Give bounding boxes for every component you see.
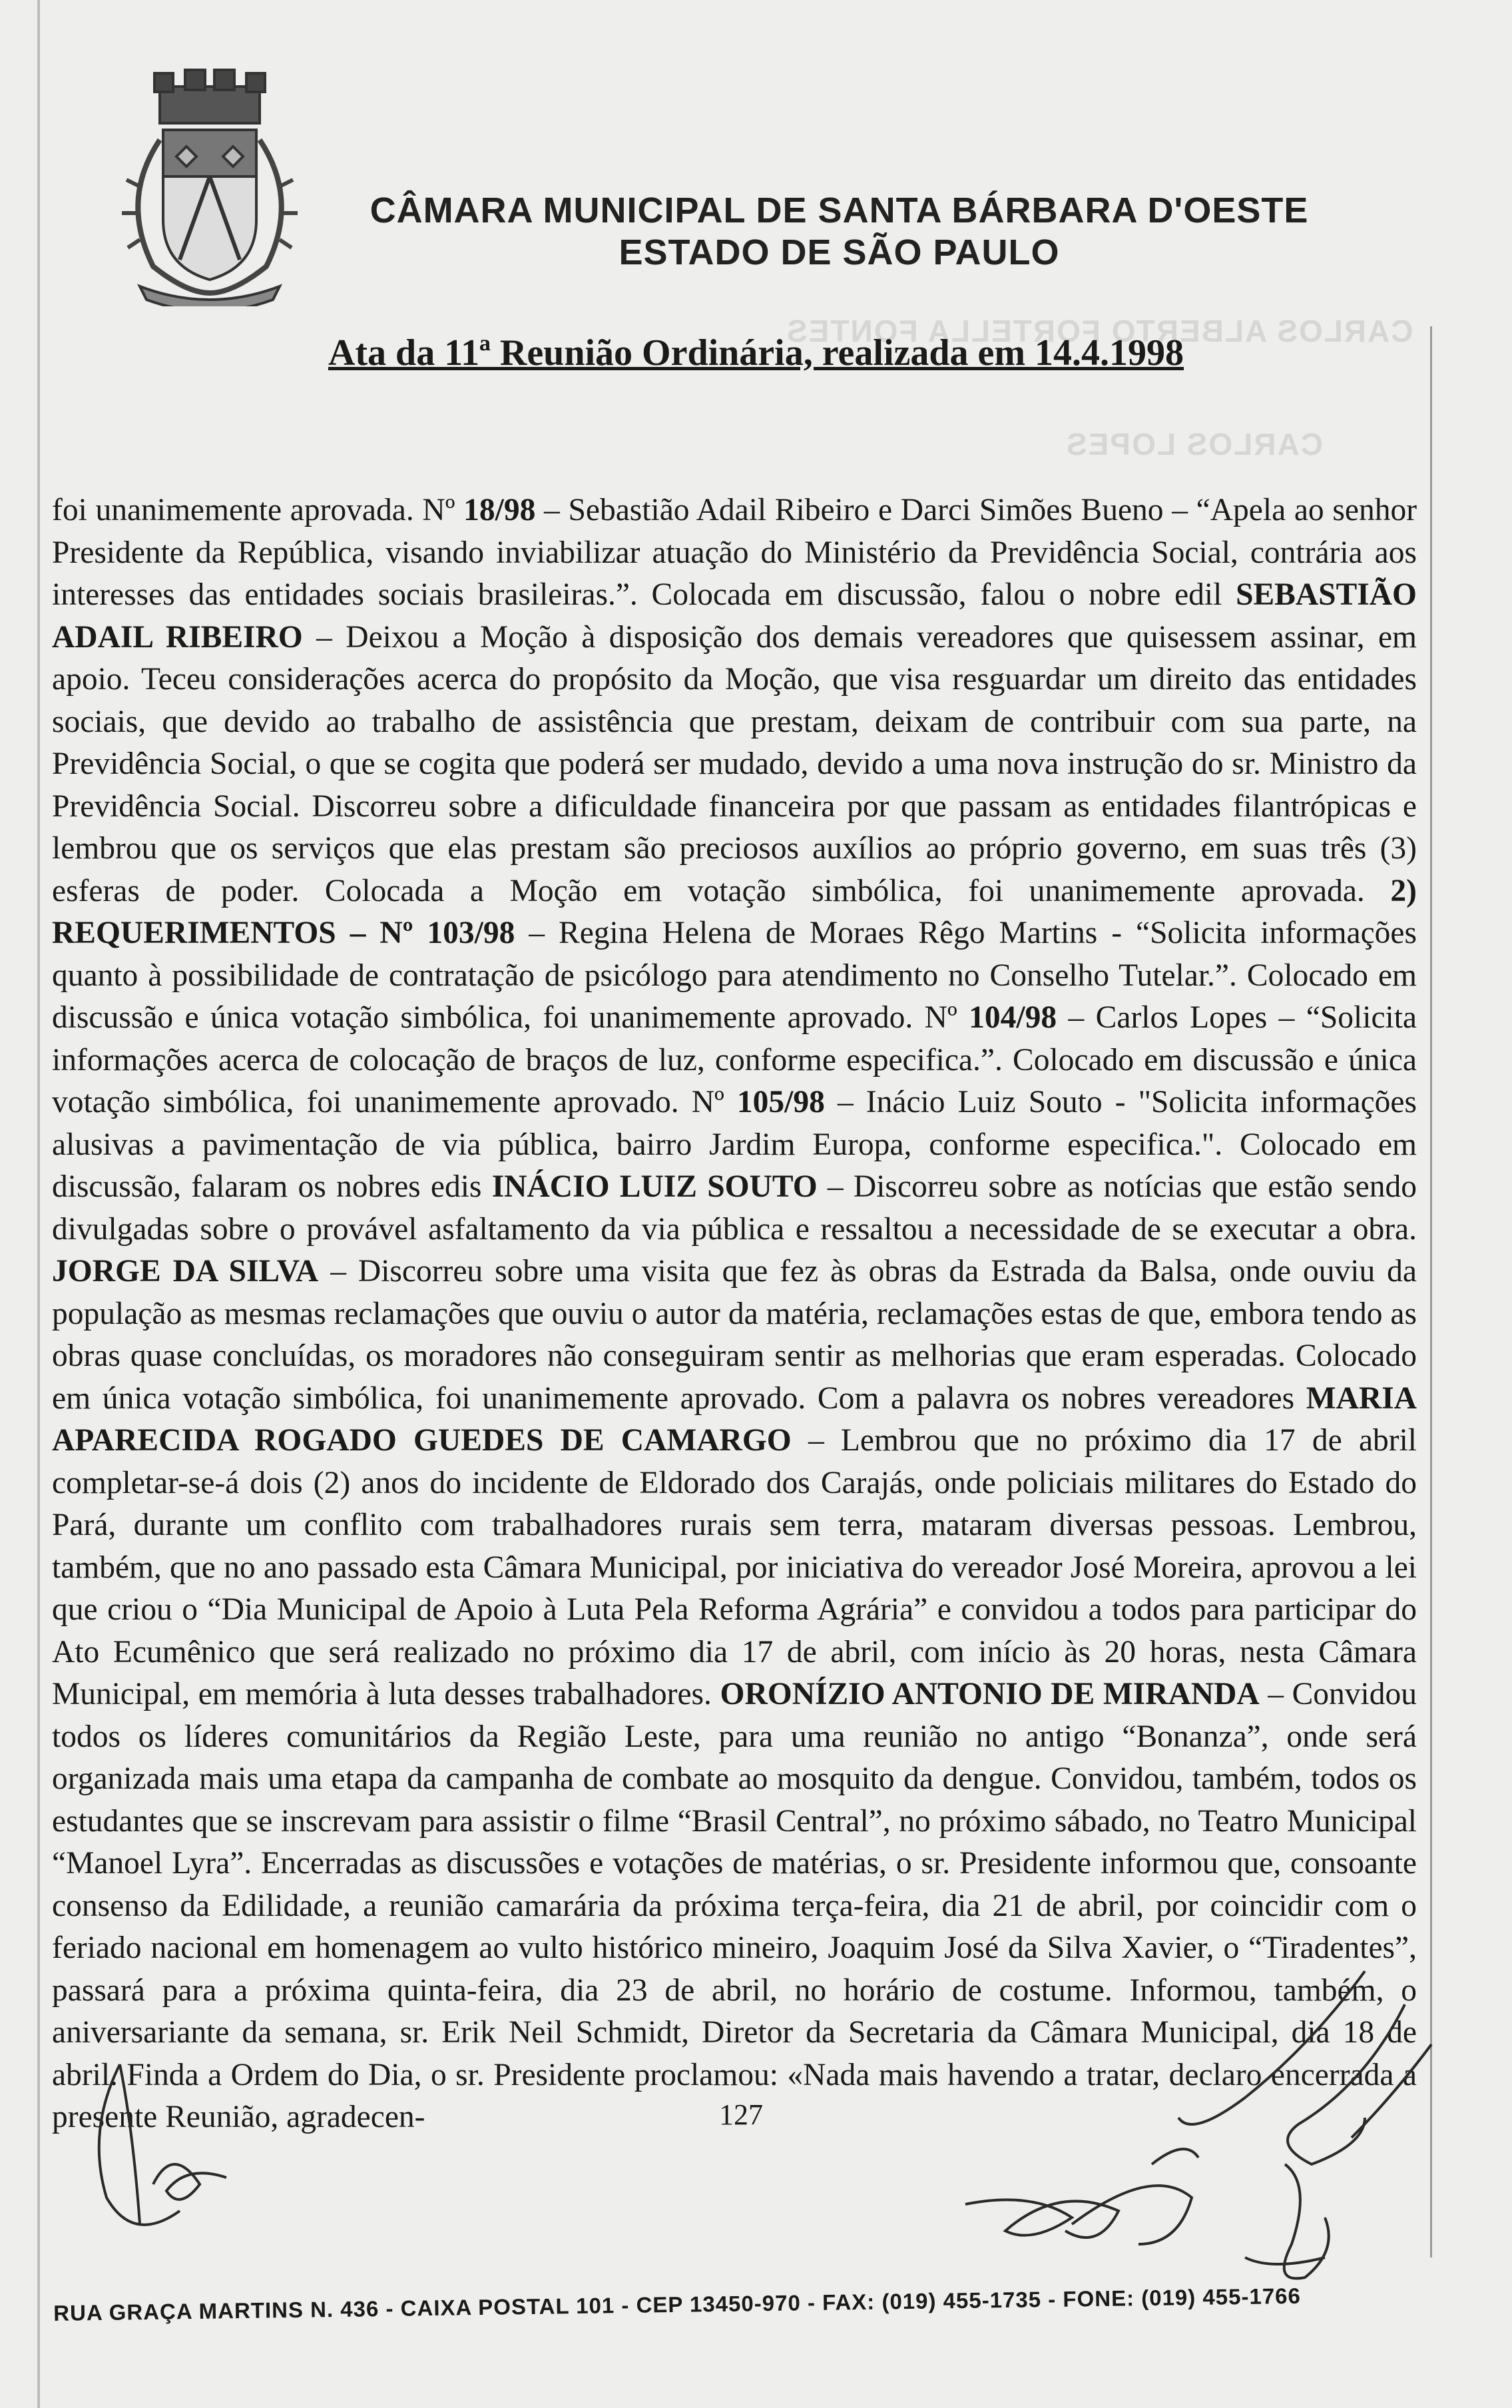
text-run: – Sebastião Adail Ribeiro e Darci Simões Bueno – “Apela ao senhor Presidente da República, visando inviabilizar atuação do Ministério da Previdência Social, contrária aos interesses das entidades sociais brasileiras.”. Colocada em discussão, falou o nobre edil	[52, 493, 1417, 612]
minutes-paragraph	[52, 489, 1417, 2139]
text-run: – Discorreu sobre as notícias que estão sendo divulgadas sobre o provável asfaltamento da via pública e ressaltou a necessidade de se executar a obra.	[52, 1169, 1417, 1247]
state-name: ESTADO DE SÃO PAULO	[619, 232, 1060, 272]
text-run: foi unanimemente aprovada. Nº	[52, 493, 464, 527]
bold-run: MARIA APARECIDA ROGADO GUEDES DE CAMARGO	[52, 1380, 1417, 1458]
minutes-body-text	[52, 489, 1417, 2139]
document-title: Ata da 11ª Reunião Ordinária, realizada em 14.4.1998	[328, 332, 1184, 374]
text-run: – Regina Helena de Moraes Rêgo Martins - “Solicita informações quanto à possibilidade de contratação de psicólogo para atendimento no Conselho Tutelar.”. Colocado em discussão e única votação simbólica, foi unanimemente aprovado. Nº	[52, 916, 1417, 1035]
bold-run: 2) REQUERIMENTOS – Nº 103/98	[52, 873, 1417, 950]
address-footer: RUA GRAÇA MARTINS N. 436 - CAIXA POSTAL 101 - CEP 13450-970 - FAX: (019) 455-1735 - FONE: (019) 455-1766	[53, 2283, 1302, 2325]
bold-run: SEBASTIÃO ADAIL RIBEIRO	[52, 577, 1417, 655]
handwritten-signature-left	[80, 2051, 253, 2251]
bold-run: INÁCIO LUIZ SOUTO	[491, 1169, 818, 1204]
institution-name: CÂMARA MUNICIPAL DE SANTA BÁRBARA D'OESTE	[370, 190, 1309, 230]
bold-run: ORONÍZIO ANTONIO DE MIRANDA	[720, 1677, 1260, 1711]
text-run: – Lembrou que no próximo dia 17 de abril completar-se-á dois (2) anos do incidente de Eldorado dos Carajás, onde policiais militares do Estado do Pará, durante um conflito com trabalhadores rurais sem terra, mataram diversas pessoas. Lembrou, também, que no ano passado esta Câmara Municipal, por iniciativa do vereador José Moreira, aprovou a lei que criou o “Dia Municipal de Apoio à Luta Pela Reforma Agrária” e convidou a todos para participar do Ato Ecumênico que será realizado no próximo dia 17 de abril, com início às 20 horas, nesta Câmara Municipal, em memória à luta desses trabalhadores.	[52, 1423, 1417, 1711]
handwritten-signature-right	[899, 1964, 1465, 2311]
text-run: – Discorreu sobre uma visita que fez às obras da Estrada da Balsa, onde ouviu da população as mesmas reclamações que ouviu o autor da matéria, reclamações estas de que, embora tendo as obras quase concluídas, os moradores não conseguiram sentir as melhorias que eram esperadas. Colocado em única votação simbólica, foi unanimemente aprovado. Com a palavra os nobres vereadores	[52, 1254, 1417, 1416]
bleed-through-text-1: CARLOS ALBERTO FORTELLA FONTES	[786, 314, 1413, 348]
text-run: – Carlos Lopes – “Solicita informações acerca de colocação de braços de luz, conforme especifica.”. Colocado em discussão e única votação simbólica, foi unanimemente aprovado. Nº	[52, 1000, 1417, 1119]
bold-run: JORGE DA SILVA	[52, 1254, 319, 1289]
bold-run: 104/98	[969, 1000, 1057, 1035]
text-run: – Deixou a Moção à disposição dos demais vereadores que quisessem assinar, em apoio. Teceu considerações acerca do propósito da Moção, que visa resguardar um direito das entidades sociais, que devido ao trabalho de assistência que prestam, deixam de contribuir com sua parte, na Previdência Social, o que se cogita que poderá ser mudado, devido a uma nova instrução do sr. Ministro da Previdência Social. Discorreu sobre a dificuldade financeira por que passam as entidades filantrópicas e lembrou que os serviços que elas prestam são preciosos auxílios ao próprio governo, em suas três (3) esferas de poder. Colocada a Moção em votação simbólica, foi unanimemente aprovada.	[52, 619, 1417, 908]
bold-run: 18/98	[463, 493, 536, 527]
text-run: – Convidou todos os líderes comunitários da Região Leste, para uma reunião no antigo “Bonanza”, onde será organizada mais uma etapa da campanha de combate ao mosquito da dengue. Convidou, também, todos os estudantes que se inscrevam para assistir o filme “Brasil Central”, no próximo sábado, no Teatro Municipal “Manoel Lyra”. Encerradas as discussões e votações de matérias, o sr. Presidente informou que, consoante consenso da Edilidade, a reunião camarária da próxima terça-feira, dia 21 de abril, por coincidir com o feriado nacional em homenagem ao vulto histórico mineiro, Joaquim José da Silva Xavier, o “Tiradentes”, passará para a próxima quinta-feira, dia 23 de abril, no horário de costume. Informou, também, o aniversariante da semana, sr. Erik Neil Schmidt, Diretor da Secretaria da Câmara Municipal, dia 18 de abril. Finda a Ordem do Dia, o sr. Presidente proclamou: «Nada mais havendo a tratar, declaro encerrada a presente Reunião, agradecen-	[52, 1677, 1417, 2134]
bold-run: 105/98	[736, 1085, 825, 1119]
text-run: – Inácio Luiz Souto - "Solicita informações alusivas a pavimentação de via pública, bairro Jardim Europa, conforme especifica.". Colocado em discussão, falaram os nobres edis	[52, 1085, 1417, 1204]
bleed-through-text-2: CARLOS LOPES	[1065, 427, 1323, 461]
page-number: 127	[719, 2098, 763, 2131]
